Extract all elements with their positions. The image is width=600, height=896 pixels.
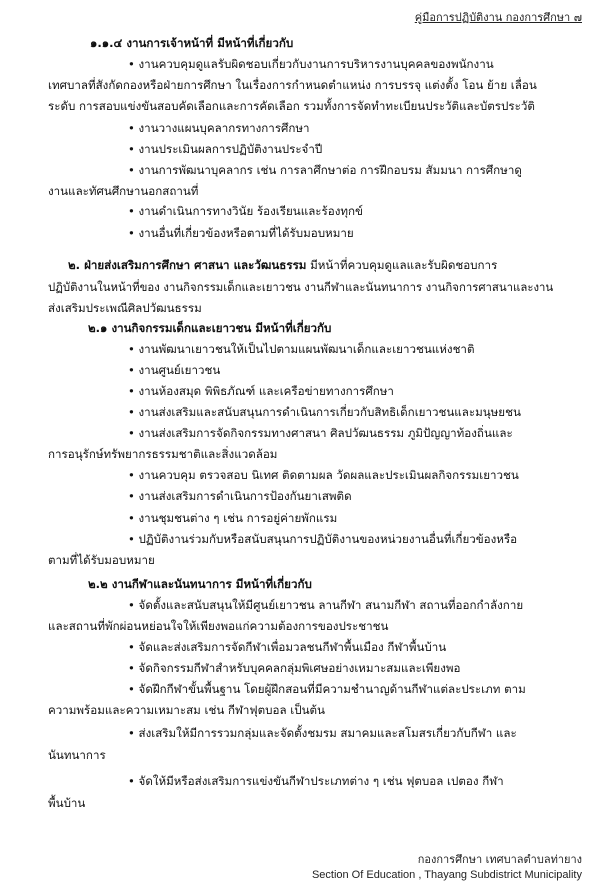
list-item: • ปฏิบัติงานร่วมกับหรือสนับสนุนการปฏิบัติงานของหน่วยงานอื่นที่เกี่ยวข้องหรือ: [128, 532, 518, 546]
list-item: • งานส่งเสริมการจัดกิจกรรมทางศาสนา ศิลปวัฒนธรรม ภูมิปัญญาท้องถิ่นและ: [128, 426, 513, 440]
list-item: • งานศูนย์เยาวชน: [128, 363, 221, 377]
intro-line: ระดับ การสอบแข่งขันสอบคัดเลือกและการคัดเลือก รวมทั้งการจัดทำทะเบียนประวัติและบัตรประวัติ: [48, 99, 535, 113]
division-2-line: ส่งเสริมประเพณีศิลปวัฒนธรรม: [48, 301, 202, 315]
list-item-continuation: ตามที่ได้รับมอบหมาย: [48, 553, 155, 567]
list-item: • งานควบคุม ตรวจสอบ นิเทศ ติดตามผล วัดผลและประเมินผลกิจกรรมเยาวชน: [128, 468, 519, 482]
section-1-1-4-heading: ๑.๑.๔ งานการเจ้าหน้าที่ มีหน้าที่เกี่ยวกับ: [90, 36, 294, 50]
intro-line: • งานควบคุมดูแลรับผิดชอบเกี่ยวกับงานการบริหารงานบุคคลของพนักงาน: [128, 57, 494, 71]
section-2-2-heading: ๒.๒ งานกีฬาและนันทนาการ มีหน้าที่เกี่ยวกับ: [88, 577, 312, 591]
footer-org-english: Section Of Education , Thayang Subdistrict Municipality: [311, 869, 582, 881]
list-item: • จัดฝึกกีฬาขั้นพื้นฐาน โดยผู้ฝึกสอนที่มีความชำนาญด้านกีฬาแต่ละประเภท ตาม: [128, 682, 526, 696]
list-item-continuation: งานและทัศนศึกษานอกสถานที่: [48, 184, 199, 198]
section-2-1-heading: ๒.๑ งานกิจกรรมเด็กและเยาวชน มีหน้าที่เกี่ยวกับ: [88, 321, 332, 335]
list-item: • จัดกิจกรรมกีฬาสำหรับบุคคลกลุ่มพิเศษอย่างเหมาะสมและเพียงพอ: [128, 661, 461, 675]
list-item: • จัดให้มีหรือส่งเสริมการแข่งขันกีฬาประเภทต่าง ๆ เช่น ฟุตบอล เปตอง กีฬา: [128, 774, 504, 788]
list-item: • งานห้องสมุด พิพิธภัณฑ์ และเครือข่ายทางการศึกษา: [128, 384, 394, 398]
list-item-continuation: นันทนาการ: [48, 748, 106, 762]
running-header: คู่มือการปฏิบัติงาน กองการศึกษา ๗: [414, 11, 582, 24]
list-item: • งานส่งเสริมและสนับสนุนการดำเนินการเกี่ยวกับสิทธิเด็กเยาวชนและมนุษยชน: [128, 405, 521, 419]
division-2-line: ปฏิบัติงานในหน้าที่ของ งานกิจกรรมเด็กและเยาวชน งานกีฬาและนันทนาการ งานกิจการศาสนาและงาน: [48, 280, 554, 294]
list-item: • งานส่งเสริมการดำเนินการป้องกันยาเสพติด: [128, 489, 352, 503]
division-2-heading-line: [68, 256, 497, 274]
list-item: • จัดตั้งและสนับสนุนให้มีศูนย์เยาวชน ลานกีฬา สนามกีฬา สถานที่ออกกำลังกาย: [128, 598, 524, 612]
list-item: • งานวางแผนบุคลากรทางการศึกษา: [128, 121, 310, 135]
list-item: • งานพัฒนาเยาวชนให้เป็นไปตามแผนพัฒนาเด็กและเยาวชนแห่งชาติ: [128, 342, 475, 356]
list-item-continuation: ความพร้อมและความเหมาะสม เช่น กีฬาฟุตบอล เป็นต้น: [48, 703, 325, 717]
list-item: • งานดำเนินการทางวินัย ร้องเรียนและร้องทุกข์: [128, 204, 363, 218]
list-item: • งานประเมินผลการปฏิบัติงานประจำปี: [128, 142, 323, 156]
list-item: • ส่งเสริมให้มีการรวมกลุ่มและจัดตั้งชมรม สมาคมและสโมสรเกี่ยวกับกีฬา และ: [128, 726, 517, 740]
list-item: • งานอื่นที่เกี่ยวข้องหรือตามที่ได้รับมอบหมาย: [128, 226, 354, 240]
intro-line: เทศบาลที่สังกัดกองหรือฝ่ายการศึกษา ในเรื่องการกำหนดตำแหน่ง การบรรจุ แต่งตั้ง โอน ย้าย เลื่อน: [48, 78, 537, 92]
list-item-continuation: การอนุรักษ์ทรัพยากรธรรมชาติและสิ่งแวดล้อม: [48, 447, 278, 461]
division-2-heading-rest: มีหน้าที่ควบคุมดูแลและรับผิดชอบการ: [306, 258, 498, 272]
list-item: • จัดและส่งเสริมการจัดกีฬาเพื่อมวลชนกีฬาพื้นเมือง กีฬาพื้นบ้าน: [128, 640, 447, 654]
division-2-heading: ๒. ฝ่ายส่งเสริมการศึกษา ศาสนา และวัฒนธรรม: [68, 258, 307, 272]
list-item-continuation: และสถานที่พักผ่อนหย่อนใจให้เพียงพอแก่ความต้องการของประชาชน: [48, 619, 389, 633]
list-item: • งานชุมชนต่าง ๆ เช่น การอยู่ค่ายพักแรม: [128, 511, 338, 525]
footer-org-thai: กองการศึกษา เทศบาลตำบลท่ายาง: [417, 853, 582, 866]
list-item-continuation: พื้นบ้าน: [48, 796, 86, 810]
list-item: • งานการพัฒนาบุคลากร เช่น การลาศึกษาต่อ การฝึกอบรม สัมมนา การศึกษาดู: [128, 163, 522, 177]
